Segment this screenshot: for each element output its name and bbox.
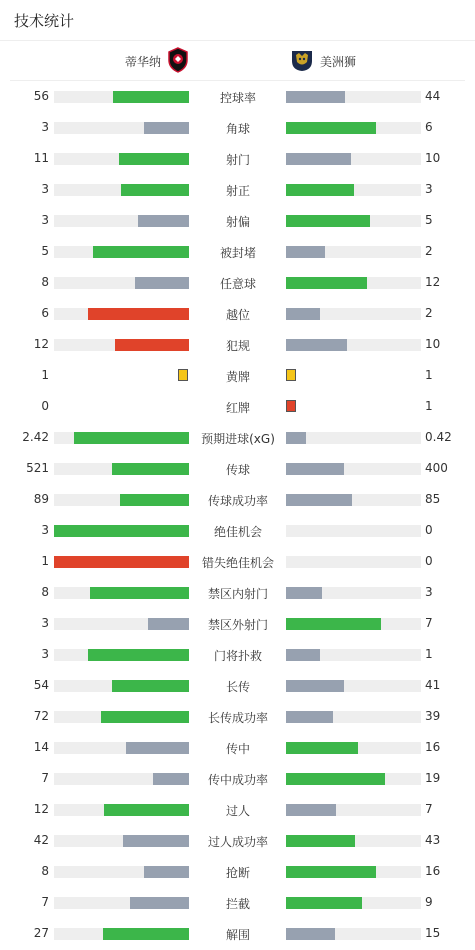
stat-row bbox=[0, 701, 475, 732]
stat-label: 控球率 bbox=[219, 91, 256, 105]
stat-label: 射正 bbox=[225, 184, 250, 198]
away-stat-value: 19 bbox=[425, 771, 441, 785]
away-stat-bar bbox=[286, 897, 421, 909]
home-stat-bar bbox=[54, 525, 189, 537]
red-card-icon bbox=[286, 400, 296, 412]
away-stat-value: 7 bbox=[425, 802, 433, 816]
away-stat-bar bbox=[286, 494, 421, 506]
away-stat-value: 3 bbox=[425, 182, 433, 196]
home-stat-bar bbox=[54, 339, 189, 351]
home-stat-value: 11 bbox=[33, 151, 49, 165]
away-stat-bar-fill bbox=[286, 711, 333, 723]
stat-row bbox=[0, 608, 475, 639]
stat-label: 绝佳机会 bbox=[213, 525, 262, 539]
away-stat-value: 2 bbox=[425, 306, 433, 320]
away-stat-bar-fill bbox=[286, 494, 352, 506]
stat-label: 长传成功率 bbox=[207, 711, 268, 725]
away-stat-bar bbox=[286, 649, 421, 661]
away-stat-value: 10 bbox=[425, 151, 441, 165]
stat-row bbox=[0, 794, 475, 825]
away-stat-bar bbox=[286, 556, 421, 568]
away-stat-value: 1 bbox=[425, 399, 433, 413]
home-stat-bar bbox=[54, 277, 189, 289]
away-stat-value: 400 bbox=[425, 461, 448, 475]
away-stat-value: 0 bbox=[425, 554, 433, 568]
stat-label: 射偏 bbox=[225, 215, 250, 229]
page-title: 技术统计 bbox=[14, 12, 75, 30]
stat-label: 拦截 bbox=[225, 897, 250, 911]
home-stat-bar bbox=[54, 184, 189, 196]
away-stat-bar bbox=[286, 928, 421, 940]
home-stat-value: 3 bbox=[41, 616, 49, 630]
stat-label: 角球 bbox=[225, 122, 250, 136]
home-stat-value: 5 bbox=[41, 244, 49, 258]
stat-label: 红牌 bbox=[225, 401, 250, 415]
away-stat-bar-fill bbox=[286, 246, 325, 258]
home-stat-bar bbox=[54, 215, 189, 227]
tijuana-crest-icon bbox=[167, 47, 189, 76]
away-stat-bar-fill bbox=[286, 618, 381, 630]
away-stat-value: 2 bbox=[425, 244, 433, 258]
away-stat-value: 5 bbox=[425, 213, 433, 227]
home-stat-bar bbox=[54, 897, 189, 909]
away-stat-value: 16 bbox=[425, 740, 441, 754]
stat-row bbox=[0, 515, 475, 546]
away-stat-bar-fill bbox=[286, 215, 370, 227]
stat-row bbox=[0, 360, 475, 391]
stat-row bbox=[0, 81, 475, 112]
away-stat-value: 0 bbox=[425, 523, 433, 537]
away-stat-bar bbox=[286, 618, 421, 630]
home-stat-value: 0 bbox=[41, 399, 49, 413]
away-stat-bar-fill bbox=[286, 928, 335, 940]
yellow-card-icon bbox=[178, 369, 188, 381]
stat-row bbox=[0, 391, 475, 422]
away-stat-bar-fill bbox=[286, 463, 344, 475]
stat-row bbox=[0, 546, 475, 577]
home-stat-bar-fill bbox=[88, 308, 189, 320]
away-stat-bar bbox=[286, 773, 421, 785]
away-stat-bar bbox=[286, 246, 421, 258]
away-stat-bar-fill bbox=[286, 339, 347, 351]
stat-label: 过人 bbox=[225, 804, 250, 818]
away-stat-bar-fill bbox=[286, 773, 385, 785]
home-team-name: 蒂华纳 bbox=[125, 54, 162, 69]
stat-label: 黄牌 bbox=[225, 370, 250, 384]
home-stat-value: 8 bbox=[41, 864, 49, 878]
stat-label: 门将扑救 bbox=[213, 649, 262, 663]
away-stat-value: 15 bbox=[425, 926, 441, 940]
away-stat-bar-fill bbox=[286, 649, 320, 661]
away-stat-bar bbox=[286, 587, 421, 599]
away-stat-value: 7 bbox=[425, 616, 433, 630]
away-stat-value: 44 bbox=[425, 89, 441, 103]
away-stat-bar bbox=[286, 308, 421, 320]
stat-row bbox=[0, 236, 475, 267]
home-stat-bar bbox=[54, 463, 189, 475]
home-stat-value: 72 bbox=[33, 709, 49, 723]
home-stat-bar bbox=[54, 91, 189, 103]
away-stat-bar-fill bbox=[286, 835, 355, 847]
home-stat-bar-fill bbox=[144, 866, 189, 878]
home-stat-value: 54 bbox=[33, 678, 49, 692]
stat-row bbox=[0, 298, 475, 329]
stat-label: 抢断 bbox=[225, 866, 250, 880]
home-stat-bar-fill bbox=[112, 463, 189, 475]
home-stat-bar-fill bbox=[138, 215, 189, 227]
home-stat-bar bbox=[54, 618, 189, 630]
home-stat-bar-fill bbox=[101, 711, 189, 723]
stat-row bbox=[0, 670, 475, 701]
away-stat-value: 3 bbox=[425, 585, 433, 599]
stat-label: 射门 bbox=[225, 153, 250, 167]
home-stat-bar-fill bbox=[126, 742, 189, 754]
stat-label: 任意球 bbox=[219, 277, 256, 291]
home-stat-value: 27 bbox=[33, 926, 49, 940]
home-stat-bar bbox=[54, 587, 189, 599]
home-stat-bar-fill bbox=[88, 649, 189, 661]
stat-row bbox=[0, 205, 475, 236]
home-stat-bar-fill bbox=[74, 432, 189, 444]
home-stat-value: 56 bbox=[33, 89, 49, 103]
stat-row bbox=[0, 267, 475, 298]
away-stat-bar bbox=[286, 277, 421, 289]
home-stat-value: 14 bbox=[33, 740, 49, 754]
home-stat-bar-fill bbox=[113, 91, 189, 103]
home-stat-value: 6 bbox=[41, 306, 49, 320]
away-stat-bar-fill bbox=[286, 897, 362, 909]
home-stat-value: 12 bbox=[33, 337, 49, 351]
away-stat-value: 6 bbox=[425, 120, 433, 134]
stat-row bbox=[0, 887, 475, 918]
stat-row bbox=[0, 763, 475, 794]
stat-label: 过人成功率 bbox=[207, 835, 268, 849]
stat-label: 长传 bbox=[225, 680, 250, 694]
stat-label: 越位 bbox=[225, 308, 250, 322]
away-stat-bar-fill bbox=[286, 587, 322, 599]
home-stat-value: 3 bbox=[41, 213, 49, 227]
home-stat-bar bbox=[54, 680, 189, 692]
home-stat-bar bbox=[54, 773, 189, 785]
home-stat-bar-fill bbox=[90, 587, 189, 599]
stat-row bbox=[0, 453, 475, 484]
home-stat-bar-fill bbox=[115, 339, 189, 351]
away-stat-bar-fill bbox=[286, 122, 376, 134]
home-stat-bar-fill bbox=[144, 122, 189, 134]
home-stat-bar bbox=[54, 649, 189, 661]
away-stat-bar-fill bbox=[286, 742, 358, 754]
away-stat-bar-fill bbox=[286, 680, 344, 692]
home-stat-value: 2.42 bbox=[22, 430, 49, 444]
away-stat-value: 1 bbox=[425, 647, 433, 661]
home-stat-bar-fill bbox=[93, 246, 189, 258]
away-stat-bar-fill bbox=[286, 432, 306, 444]
away-stat-value: 9 bbox=[425, 895, 433, 909]
home-stat-bar-fill bbox=[120, 494, 189, 506]
home-stat-bar bbox=[54, 246, 189, 258]
home-stat-value: 3 bbox=[41, 182, 49, 196]
stat-label: 错失绝佳机会 bbox=[201, 556, 274, 570]
home-stat-bar bbox=[54, 804, 189, 816]
away-team bbox=[290, 48, 356, 74]
home-stat-value: 1 bbox=[41, 554, 49, 568]
away-stat-value: 39 bbox=[425, 709, 441, 723]
away-stat-bar bbox=[286, 804, 421, 816]
away-stat-bar bbox=[286, 680, 421, 692]
away-stat-value: 85 bbox=[425, 492, 441, 506]
stat-row bbox=[0, 112, 475, 143]
away-stat-bar bbox=[286, 866, 421, 878]
away-stat-bar bbox=[286, 463, 421, 475]
home-stat-value: 1 bbox=[41, 368, 49, 382]
stat-row bbox=[0, 484, 475, 515]
home-stat-bar bbox=[54, 835, 189, 847]
away-stat-bar bbox=[286, 215, 421, 227]
stat-label: 预期进球(xG) bbox=[201, 432, 275, 446]
home-stat-value: 3 bbox=[41, 523, 49, 537]
away-stat-bar-fill bbox=[286, 277, 367, 289]
away-stat-bar bbox=[286, 184, 421, 196]
home-stat-bar bbox=[54, 308, 189, 320]
away-stat-value: 12 bbox=[425, 275, 441, 289]
stat-row bbox=[0, 639, 475, 670]
home-stat-bar-fill bbox=[130, 897, 189, 909]
home-stat-value: 8 bbox=[41, 275, 49, 289]
home-stat-bar-fill bbox=[54, 556, 189, 568]
stat-row bbox=[0, 825, 475, 856]
home-stat-bar bbox=[54, 122, 189, 134]
stat-label: 传中 bbox=[225, 742, 250, 756]
away-stat-bar-fill bbox=[286, 153, 351, 165]
home-stat-value: 3 bbox=[41, 647, 49, 661]
stat-label: 传中成功率 bbox=[207, 773, 268, 787]
yellow-card-icon bbox=[286, 369, 296, 381]
home-stat-bar bbox=[54, 153, 189, 165]
away-stat-bar bbox=[286, 525, 421, 537]
home-stat-value: 12 bbox=[33, 802, 49, 816]
away-stat-bar bbox=[286, 122, 421, 134]
away-stat-value: 1 bbox=[425, 368, 433, 382]
home-stat-bar bbox=[54, 494, 189, 506]
stat-label: 传球成功率 bbox=[207, 494, 268, 508]
home-stat-bar-fill bbox=[123, 835, 189, 847]
away-team-name: 美洲狮 bbox=[320, 54, 357, 69]
stat-label: 禁区内射门 bbox=[207, 587, 268, 601]
stat-label: 被封堵 bbox=[219, 246, 256, 260]
stats-list bbox=[0, 81, 475, 949]
away-stat-bar-fill bbox=[286, 184, 354, 196]
home-stat-value: 7 bbox=[41, 771, 49, 785]
stat-row bbox=[0, 577, 475, 608]
away-stat-bar bbox=[286, 153, 421, 165]
away-stat-bar-fill bbox=[286, 866, 376, 878]
home-stat-bar bbox=[54, 742, 189, 754]
stat-label: 禁区外射门 bbox=[207, 618, 268, 632]
stat-row bbox=[0, 918, 475, 949]
away-stat-value: 10 bbox=[425, 337, 441, 351]
home-stat-value: 8 bbox=[41, 585, 49, 599]
home-stat-value: 3 bbox=[41, 120, 49, 134]
home-stat-bar bbox=[54, 928, 189, 940]
stat-label: 解围 bbox=[225, 928, 250, 942]
home-stat-bar bbox=[54, 711, 189, 723]
away-stat-bar bbox=[286, 432, 421, 444]
stat-row bbox=[0, 422, 475, 453]
stat-row bbox=[0, 143, 475, 174]
away-stat-bar-fill bbox=[286, 91, 345, 103]
stat-label: 传球 bbox=[225, 463, 250, 477]
away-stat-value: 16 bbox=[425, 864, 441, 878]
header-divider bbox=[0, 40, 475, 41]
away-stat-bar-fill bbox=[286, 308, 320, 320]
home-stat-bar-fill bbox=[121, 184, 189, 196]
away-stat-value: 0.42 bbox=[425, 430, 452, 444]
home-stat-bar bbox=[54, 556, 189, 568]
stat-row bbox=[0, 329, 475, 360]
home-stat-bar bbox=[54, 432, 189, 444]
home-stat-bar-fill bbox=[148, 618, 189, 630]
stat-label: 犯规 bbox=[225, 339, 250, 353]
pumas-crest-icon bbox=[290, 48, 314, 75]
home-stat-bar-fill bbox=[135, 277, 189, 289]
home-team bbox=[125, 48, 189, 74]
home-stat-bar bbox=[54, 866, 189, 878]
home-stat-bar-fill bbox=[119, 153, 189, 165]
home-stat-bar-fill bbox=[153, 773, 189, 785]
home-stat-bar-fill bbox=[112, 680, 189, 692]
away-stat-bar bbox=[286, 339, 421, 351]
stat-row bbox=[0, 174, 475, 205]
away-stat-bar-fill bbox=[286, 804, 336, 816]
away-stat-bar bbox=[286, 91, 421, 103]
stat-row bbox=[0, 732, 475, 763]
home-stat-value: 521 bbox=[26, 461, 49, 475]
home-stat-bar-fill bbox=[103, 928, 189, 940]
stat-row bbox=[0, 856, 475, 887]
home-stat-bar-fill bbox=[54, 525, 189, 537]
home-stat-value: 42 bbox=[33, 833, 49, 847]
away-stat-value: 41 bbox=[425, 678, 441, 692]
away-stat-bar bbox=[286, 742, 421, 754]
away-stat-bar bbox=[286, 835, 421, 847]
away-stat-bar bbox=[286, 711, 421, 723]
home-stat-bar-fill bbox=[104, 804, 189, 816]
home-stat-value: 89 bbox=[33, 492, 49, 506]
home-stat-value: 7 bbox=[41, 895, 49, 909]
away-stat-value: 43 bbox=[425, 833, 441, 847]
